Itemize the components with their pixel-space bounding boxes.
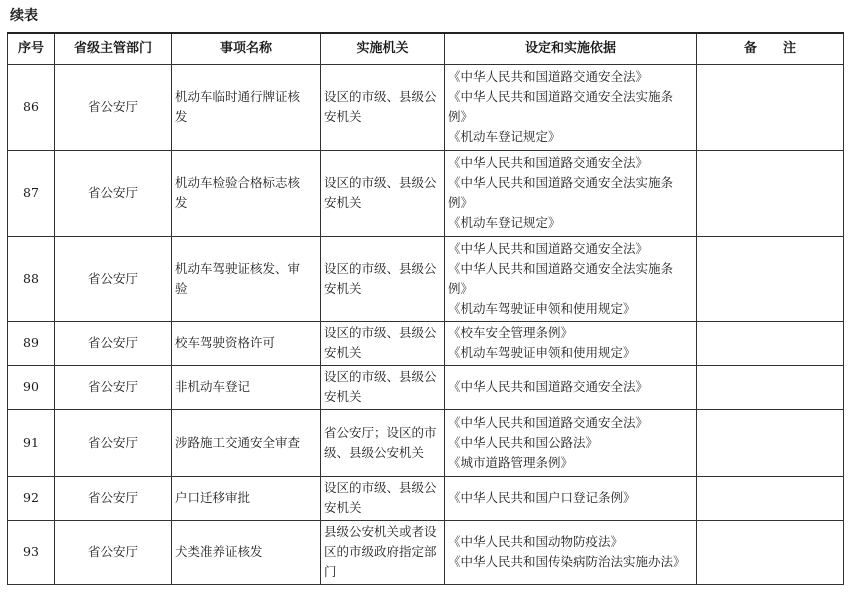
row-legal-basis-line: 《中华人民共和国公路法》 [448,434,599,450]
row-item-name-line: 验 [175,280,188,296]
row-implementing-org [321,409,445,476]
row-note [697,321,844,365]
header-row [8,33,844,64]
header-item: 事项名称 [172,33,321,64]
row-item-name-line: 机动车临时通行牌证核 [175,89,301,104]
row-number: 89 [8,321,55,365]
row-legal-basis-line: 《中华人民共和国道路交通安全法》 [448,69,649,84]
row-number: 92 [8,476,55,520]
row-implementing-org [321,64,445,150]
row-implementing-org [321,365,445,409]
row-implementing-org-line: 县级公安机关或者设 [324,524,437,539]
row-item-name [172,476,321,520]
row-item-name-line: 涉路施工交通安全审查 [175,434,301,450]
row-department: 省公安厅 [55,150,172,236]
row-note [697,409,844,476]
row-item-name-line: 犬类准养证核发 [175,544,263,559]
row-department: 省公安厅 [55,64,172,150]
row-legal-basis-line: 《中华人民共和国道路交通安全法实施条 [448,175,674,190]
table-row [8,150,844,236]
row-implementing-org-line: 设区的市级、县级公 [324,175,437,190]
row-legal-basis-line: 《中华人民共和国道路交通安全法实施条 [448,89,674,104]
header-num: 序号 [8,33,55,64]
row-item-name-line: 校车驾驶资格许可 [175,335,276,350]
row-implementing-org-line: 安机关 [324,500,362,515]
row-item-name [172,150,321,236]
header-dept: 省级主管部门 [55,33,172,64]
table-row [8,64,844,150]
row-legal-basis-line: 《中华人民共和国道路交通安全法》 [448,379,649,394]
row-note [697,476,844,520]
row-implementing-org-line: 设区的市级、县级公 [324,369,437,384]
row-implementing-org-line: 安机关 [324,109,362,124]
row-implementing-org [321,321,445,365]
row-department: 省公安厅 [55,520,172,584]
row-legal-basis-line: 《城市道路管理条例》 [448,454,574,470]
row-number: 86 [8,64,55,150]
row-department: 省公安厅 [55,321,172,365]
row-note [697,64,844,150]
row-implementing-org-line: 区的市级政府指定部 [324,544,437,559]
row-legal-basis-line: 《中华人民共和国户口登记条例》 [448,490,636,505]
row-implementing-org-line: 安机关 [324,345,362,360]
row-legal-basis-line: 《中华人民共和国道路交通安全法实施条 [448,260,674,276]
row-legal-basis [445,150,697,236]
row-implementing-org [321,476,445,520]
row-implementing-org-line: 安机关 [324,389,362,404]
row-number: 93 [8,520,55,584]
row-item-name-line: 发 [175,109,188,124]
row-item-name-line: 机动车检验合格标志核 [175,175,301,190]
row-note [697,150,844,236]
row-legal-basis [445,409,697,476]
table-row [8,476,844,520]
row-number: 91 [8,409,55,476]
row-legal-basis-line: 例》 [448,109,474,124]
row-legal-basis-line: 《中华人民共和国传染病防治法实施办法》 [448,554,686,569]
row-note [697,236,844,321]
row-legal-basis-line: 《中华人民共和国道路交通安全法》 [448,414,649,430]
row-item-name-line: 机动车驾驶证核发、审 [175,260,301,276]
row-legal-basis-line: 例》 [448,195,474,210]
row-legal-basis [445,520,697,584]
row-item-name [172,321,321,365]
row-item-name-line: 发 [175,195,188,210]
row-implementing-org-line: 级、县级公安机关 [324,444,425,460]
row-item-name [172,365,321,409]
row-legal-basis-line: 《机动车驾驶证申领和使用规定》 [448,300,636,316]
row-legal-basis [445,476,697,520]
row-implementing-org-line: 设区的市级、县级公 [324,480,437,495]
row-legal-basis-line: 《中华人民共和国道路交通安全法》 [448,155,649,170]
row-item-name [172,520,321,584]
row-number: 90 [8,365,55,409]
row-number: 87 [8,150,55,236]
row-item-name [172,236,321,321]
row-implementing-org [321,520,445,584]
table-row [8,365,844,409]
header-basis: 设定和实施依据 [445,33,697,64]
row-implementing-org-line: 门 [324,564,337,579]
row-implementing-org-line: 安机关 [324,280,362,296]
row-implementing-org [321,150,445,236]
table-caption: 续表 [10,8,38,24]
row-number: 88 [8,236,55,321]
row-implementing-org-line: 安机关 [324,195,362,210]
row-department: 省公安厅 [55,476,172,520]
row-department: 省公安厅 [55,236,172,321]
header-note: 备 注 [697,33,844,64]
row-item-name [172,409,321,476]
row-implementing-org-line: 设区的市级、县级公 [324,325,437,340]
row-department: 省公安厅 [55,409,172,476]
row-legal-basis [445,321,697,365]
row-legal-basis-line: 《中华人民共和国道路交通安全法》 [448,240,649,256]
approval-items-table [7,32,844,585]
row-legal-basis [445,64,697,150]
header-org: 实施机关 [321,33,445,64]
row-legal-basis-line: 《机动车登记规定》 [448,129,561,144]
table-row [8,520,844,584]
row-department: 省公安厅 [55,365,172,409]
row-note [697,520,844,584]
row-implementing-org [321,236,445,321]
row-item-name-line: 非机动车登记 [175,379,251,394]
row-legal-basis-line: 《中华人民共和国动物防疫法》 [448,534,624,549]
row-note [697,365,844,409]
row-implementing-org-line: 省公安厅；设区的市 [324,424,437,440]
table-body [8,64,844,584]
table-row [8,321,844,365]
table-row [8,409,844,476]
row-legal-basis-line: 《机动车登记规定》 [448,215,561,230]
row-implementing-org-line: 设区的市级、县级公 [324,260,437,276]
row-item-name [172,64,321,150]
row-legal-basis-line: 《校车安全管理条例》 [448,325,574,340]
table-row [8,236,844,321]
row-implementing-org-line: 设区的市级、县级公 [324,89,437,104]
row-legal-basis-line: 《机动车驾驶证申领和使用规定》 [448,345,636,360]
row-item-name-line: 户口迁移审批 [175,490,251,505]
row-legal-basis [445,365,697,409]
row-legal-basis [445,236,697,321]
row-legal-basis-line: 例》 [448,280,474,296]
